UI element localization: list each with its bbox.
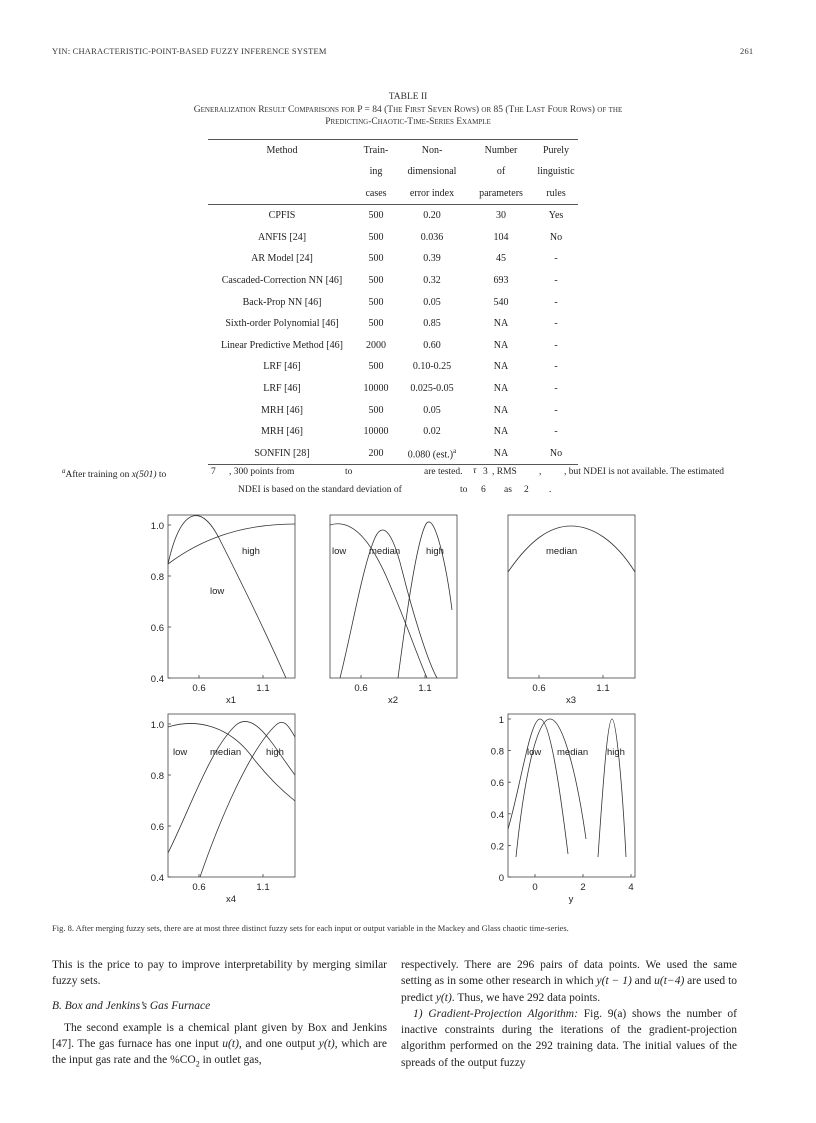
footnote-math: τ: [473, 466, 477, 476]
paragraph-text: and: [631, 975, 652, 988]
section-heading: B. Box and Jenkins’s Gas Furnace: [52, 999, 211, 1012]
x-tick-label: 0.6: [192, 683, 206, 694]
y-tick-label: 0.2: [490, 841, 504, 853]
table-row: [208, 270, 578, 292]
cases-cell: 500: [368, 318, 384, 330]
cases-cell: 2000: [366, 339, 386, 351]
set-label-median: median: [546, 546, 578, 557]
table-header-cell: linguistic: [537, 166, 575, 178]
ndei-cell: 0.05: [423, 296, 441, 308]
plot-x3: [480, 510, 650, 715]
x-axis-label: y: [568, 894, 574, 905]
paragraph-text: . Thus, we have 292 data points.: [451, 991, 601, 1004]
y-tick-label: 0: [498, 873, 504, 884]
y-tick-label: 0.6: [150, 822, 164, 833]
ndei-cell: 0.05: [423, 404, 441, 416]
math: y(t): [318, 1038, 335, 1051]
y-tick-label: 1: [498, 715, 504, 726]
table-row: [208, 378, 578, 400]
membership-curve-high: [598, 719, 626, 857]
table-row: [208, 226, 578, 248]
method-cell: SONFIN [28]: [208, 442, 356, 464]
math: y(t): [435, 991, 452, 1004]
x-tick-label: 2: [580, 882, 586, 893]
y-tick-label: 0.4: [150, 873, 164, 884]
set-label-high: high: [607, 747, 625, 758]
page-number: 261: [740, 46, 754, 56]
plot-frame: [330, 515, 457, 678]
running-title: YIN: CHARACTERISTIC-POINT-BASED FUZZY INFERENCE SYSTEM: [52, 46, 327, 56]
table-label: TABLE II: [388, 92, 428, 102]
cases-cell: 500: [368, 253, 384, 265]
x-tick-label: 4: [628, 882, 634, 893]
paragraph-text: respectively. There are 296 pairs of data points. We used the same setting as in some other research in which: [401, 959, 737, 988]
rules-cell: -: [554, 274, 558, 286]
y-tick-label: 0.8: [490, 746, 504, 758]
method-cell: AR Model [24]: [251, 253, 313, 265]
rules-cell: -: [554, 382, 558, 394]
params-cell: NA: [493, 339, 509, 351]
cases-cell: 500: [368, 404, 384, 416]
footnote-text: to: [345, 467, 353, 477]
table-row: [208, 291, 578, 313]
x-tick-label: 0.6: [192, 882, 206, 893]
ndei-cell: 0.32: [423, 274, 441, 286]
method-cell: CPFIS: [268, 210, 296, 222]
table-header-cell: Non-: [396, 140, 468, 162]
y-tick-label: 0.4: [150, 674, 164, 685]
rules-cell: No: [534, 442, 578, 464]
params-cell: 104: [493, 231, 509, 243]
rules-cell: -: [554, 253, 558, 265]
footnote-math: 3: [483, 467, 488, 477]
table-header-cell: Purely: [534, 140, 578, 162]
set-label-high: high: [242, 546, 260, 557]
footnote-marker: a: [453, 446, 457, 455]
results-table: [208, 139, 578, 465]
plot-frame: [508, 714, 635, 877]
table-header-cell: rules: [534, 183, 578, 205]
params-cell: NA: [493, 382, 509, 394]
table-row: [208, 248, 578, 270]
table-header-cell: [208, 183, 356, 205]
x-tick-label: 1.1: [256, 882, 270, 893]
params-cell: 45: [496, 253, 506, 265]
params-cell: NA: [493, 361, 509, 373]
footnote-math: x(501): [131, 470, 157, 481]
paragraph: [401, 1006, 737, 1071]
table-header-cell: of: [496, 166, 506, 178]
x-tick-label: 1.1: [418, 683, 432, 694]
table-row: [208, 204, 578, 226]
x-axis-label: x3: [565, 695, 577, 706]
ndei-value: 0.080 (est.): [407, 448, 454, 460]
set-label-low: low: [527, 747, 542, 758]
cases-cell: 10000: [363, 382, 389, 394]
y-tick-label: 0.8: [150, 572, 164, 583]
table-row: [208, 442, 578, 464]
method-cell: Back-Prop NN [46]: [242, 296, 322, 308]
table-header-row: [208, 161, 578, 182]
set-label-low: low: [210, 586, 225, 597]
plot-frame: [168, 515, 295, 678]
right-column: [401, 957, 737, 1071]
table-header-row: [208, 140, 578, 162]
cases-cell: 500: [368, 296, 384, 308]
paragraph-text: in outlet gas,: [199, 1054, 262, 1067]
membership-curve-median: [168, 721, 295, 853]
footnote-text: , RMS: [492, 467, 517, 477]
cases-cell: 500: [368, 210, 384, 222]
y-tick-label: 1.0: [150, 720, 164, 731]
rules-cell: Yes: [548, 210, 564, 222]
table-header-row: [208, 183, 578, 205]
params-cell: NA: [493, 404, 509, 416]
math: u(t): [222, 1038, 239, 1051]
rules-cell: No: [549, 231, 563, 243]
method-cell: LRF [46]: [263, 382, 301, 394]
ndei-cell: 0.025-0.05: [410, 382, 454, 394]
membership-curve-median: [516, 719, 589, 857]
plot-x4: [140, 709, 310, 914]
method-cell: MRH [46]: [261, 426, 303, 438]
table-header-cell: Method: [208, 140, 356, 162]
set-label-low: low: [332, 546, 347, 557]
paragraph-text: , which are the input gas rate and the %CO: [52, 1038, 387, 1067]
x-tick-label: 0.6: [532, 683, 546, 694]
params-cell: 693: [493, 274, 509, 286]
plot-x2: [302, 510, 472, 715]
method-cell: LRF [46]: [263, 361, 301, 373]
params-cell: 540: [493, 296, 509, 308]
footnote-math: 7: [211, 467, 216, 477]
footnote-text: to: [460, 485, 468, 495]
footnote-text: , 300 points from: [229, 467, 295, 477]
cases-cell: 200: [356, 442, 396, 464]
set-label-median: median: [210, 747, 242, 758]
paragraph-text: Fig. 9(a) shows the number of inactive constraints during the iterations of the gradient-projection algorithm performed on the 292 training data. The initial values of the spreads of the output fuzzy: [401, 1007, 737, 1069]
rules-cell: -: [554, 318, 558, 330]
method-cell: ANFIS [24]: [257, 231, 307, 243]
table-caption-line1: Generalization Result Comparisons for P = 84 (The First Seven Rows) or 85 (The Last Four Rows) of the: [193, 105, 623, 115]
ndei-cell: 0.39: [423, 253, 441, 265]
cases-cell: 500: [368, 274, 384, 286]
cases-cell: 500: [368, 231, 384, 243]
set-label-high: high: [426, 546, 444, 557]
paragraph-text: The second example is a chemical plant given by Box and Jenkins [47]. The gas furnace has one input: [52, 1021, 387, 1051]
footnote-math: 6: [481, 485, 486, 495]
params-cell: NA: [493, 318, 509, 330]
math: u(t−4): [654, 975, 685, 988]
membership-curve-low: [508, 719, 568, 854]
footnote-text: After training on: [65, 470, 130, 481]
params-cell: NA: [493, 426, 509, 438]
set-label-low: low: [173, 747, 188, 758]
table-row: [208, 334, 578, 356]
method-cell: Cascaded-Correction NN [46]: [221, 274, 343, 286]
y-tick-label: 1.0: [150, 521, 164, 532]
table-caption-line2: Predicting-Chaotic-Time-Series Example: [325, 117, 491, 127]
plot-x1: [140, 510, 310, 715]
x-axis-label: x2: [387, 695, 399, 706]
ndei-cell: 0.60: [423, 339, 441, 351]
params-cell: NA: [468, 442, 534, 464]
footnote-text: ,: [539, 467, 542, 477]
subscript: 2: [195, 1059, 200, 1069]
x-axis-label: x1: [225, 695, 237, 706]
footnote-math: 2: [524, 485, 529, 495]
subsection-heading: 1) Gradient-Projection Algorithm:: [413, 1007, 578, 1020]
table-header-cell: ing: [369, 166, 383, 178]
params-cell: 30: [496, 210, 506, 222]
footnote-text: .: [549, 485, 552, 495]
table-footnote-line1: [62, 467, 166, 480]
paragraph: This is the price to pay to improve interpretability by merging similar fuzzy sets.: [52, 959, 387, 988]
y-tick-label: 0.8: [150, 771, 164, 782]
ndei-cell: [396, 442, 468, 464]
ndei-cell: 0.20: [423, 210, 441, 222]
cases-cell: 500: [368, 361, 384, 373]
table-header-cell: [208, 161, 356, 182]
table-row: [208, 421, 578, 443]
y-tick-label: 0.6: [150, 623, 164, 634]
method-cell: MRH [46]: [261, 404, 303, 416]
paragraph: [401, 957, 737, 1006]
x-tick-label: 0.6: [354, 683, 368, 694]
y-tick-label: 0.4: [490, 809, 504, 821]
rules-cell: -: [554, 426, 558, 438]
table-header-cell: error index: [396, 183, 468, 205]
table-row: [208, 313, 578, 335]
table-header-cell: parameters: [468, 183, 534, 205]
y-tick-label: 0.6: [490, 778, 504, 790]
set-label-median: median: [557, 747, 589, 758]
rules-cell: -: [554, 296, 558, 308]
set-label-median: median: [369, 546, 401, 557]
plot-frame: [168, 714, 295, 877]
x-axis-label: x4: [225, 894, 237, 905]
footnote-text: as: [504, 485, 512, 495]
membership-curve-low: [168, 723, 295, 801]
table-row: [208, 356, 578, 378]
table-row: [208, 399, 578, 421]
plot-frame: [508, 515, 635, 678]
cases-cell: 10000: [363, 426, 389, 438]
footnote-text: to: [158, 470, 167, 481]
footnote-text: , but NDEI is not available. The estimated: [564, 467, 724, 477]
table-header-cell: Number: [468, 140, 534, 162]
math: y(t − 1): [596, 975, 632, 988]
x-tick-label: 1.1: [256, 683, 270, 694]
ndei-cell: 0.10-0.25: [412, 361, 452, 373]
footnote-marker: a: [62, 467, 66, 475]
ndei-cell: 0.02: [423, 426, 441, 438]
x-tick-label: 0: [532, 882, 538, 893]
figure-caption: Fig. 8. After merging fuzzy sets, there are at most three distinct fuzzy sets for each input or output variable in the Mackey and Glass chaotic time-series.: [52, 923, 569, 933]
table-header-cell: cases: [356, 183, 396, 205]
rules-cell: -: [554, 339, 558, 351]
footnote-text: are tested.: [424, 467, 463, 477]
set-label-high: high: [266, 747, 284, 758]
membership-curve-high: [168, 524, 295, 564]
paragraph-text: , and one output: [238, 1038, 316, 1051]
ndei-cell: 0.036: [420, 231, 444, 243]
rules-cell: -: [554, 404, 558, 416]
rules-cell: -: [554, 361, 558, 373]
plot-y: [480, 709, 650, 914]
membership-curve-high: [200, 722, 295, 877]
x-tick-label: 1.1: [596, 683, 610, 694]
membership-curve-low: [168, 516, 286, 678]
footnote-text: NDEI is based on the standard deviation of: [238, 485, 402, 495]
left-column: [52, 957, 387, 1073]
method-cell: Linear Predictive Method [46]: [221, 339, 343, 351]
table-header-cell: dimensional: [407, 166, 457, 178]
paragraph-text: are used to predict: [401, 975, 738, 1004]
method-cell: Sixth-order Polynomial [46]: [225, 318, 339, 330]
ndei-cell: 0.85: [423, 318, 441, 330]
paragraph: [52, 1020, 387, 1073]
table-header-cell: Train-: [356, 140, 396, 162]
